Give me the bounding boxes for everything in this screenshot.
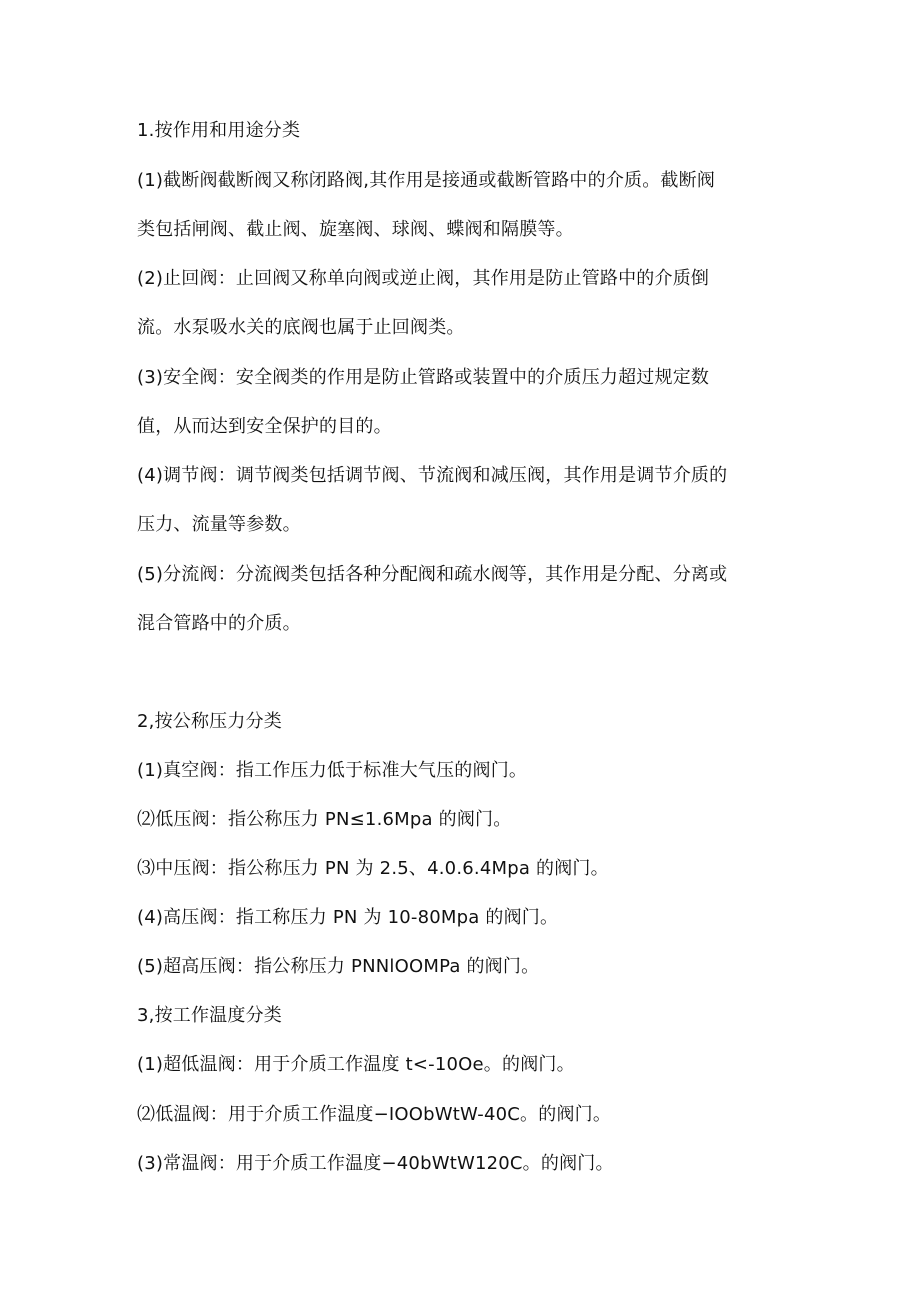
- paragraph-line: 压力、流量等参数。: [137, 514, 301, 535]
- paragraph-line: ⑵低压阀：指公称压力 PN≤1.6Mpa 的阀门。: [137, 809, 512, 830]
- paragraph-line: 流。水泵吸水关的底阀也属于止回阀类。: [137, 317, 465, 338]
- section-heading: 2,按公称压力分类: [137, 711, 282, 732]
- section-heading: 1.按作用和用途分类: [137, 120, 301, 141]
- paragraph-line: (4)高压阀：指工称压力 PN 为 10-80Mpa 的阀门。: [137, 907, 559, 928]
- paragraph-line: (4)调节阀：调节阀类包括调节阀、节流阀和减压阀，其作用是调节介质的: [137, 465, 728, 486]
- paragraph-line: 混合管路中的介质。: [137, 613, 301, 634]
- section-heading: 3,按工作温度分类: [137, 1005, 282, 1026]
- paragraph-line: (1)真空阀：指工作压力低于标准大气压的阀门。: [137, 760, 528, 781]
- paragraph-line: 值，从而达到安全保护的目的。: [137, 416, 392, 437]
- paragraph-line: 类包括闸阀、截止阀、旋塞阀、球阀、蝶阀和隔膜等。: [137, 219, 574, 240]
- paragraph-line: (5)分流阀：分流阀类包括各种分配阀和疏水阀等，其作用是分配、分离或: [137, 564, 728, 585]
- paragraph-line: (2)止回阀：止回阀又称单向阀或逆止阀，其作用是防止管路中的介质倒: [137, 268, 710, 289]
- paragraph-line: ⑵低温阀：用于介质工作温度−IOObWtW-40C。的阀门。: [137, 1104, 612, 1125]
- paragraph-line: (1)超低温阀：用于介质工作温度 t<-10Oe。的阀门。: [137, 1054, 575, 1075]
- paragraph-line: (5)超高压阀：指公称压力 PNNlOOMPa 的阀门。: [137, 956, 540, 977]
- paragraph-line: (3)常温阀：用于介质工作温度−40bWtW120C。的阀门。: [137, 1153, 614, 1174]
- paragraph-line: (3)安全阀：安全阀类的作用是防止管路或装置中的介质压力超过规定数: [137, 367, 710, 388]
- paragraph-line: (1)截断阀截断阀又称闭路阀,其作用是接通或截断管路中的介质。截断阀: [137, 170, 716, 191]
- paragraph-line: ⑶中压阀：指公称压力 PN 为 2.5、4.0.6.4Mpa 的阀门。: [137, 858, 609, 879]
